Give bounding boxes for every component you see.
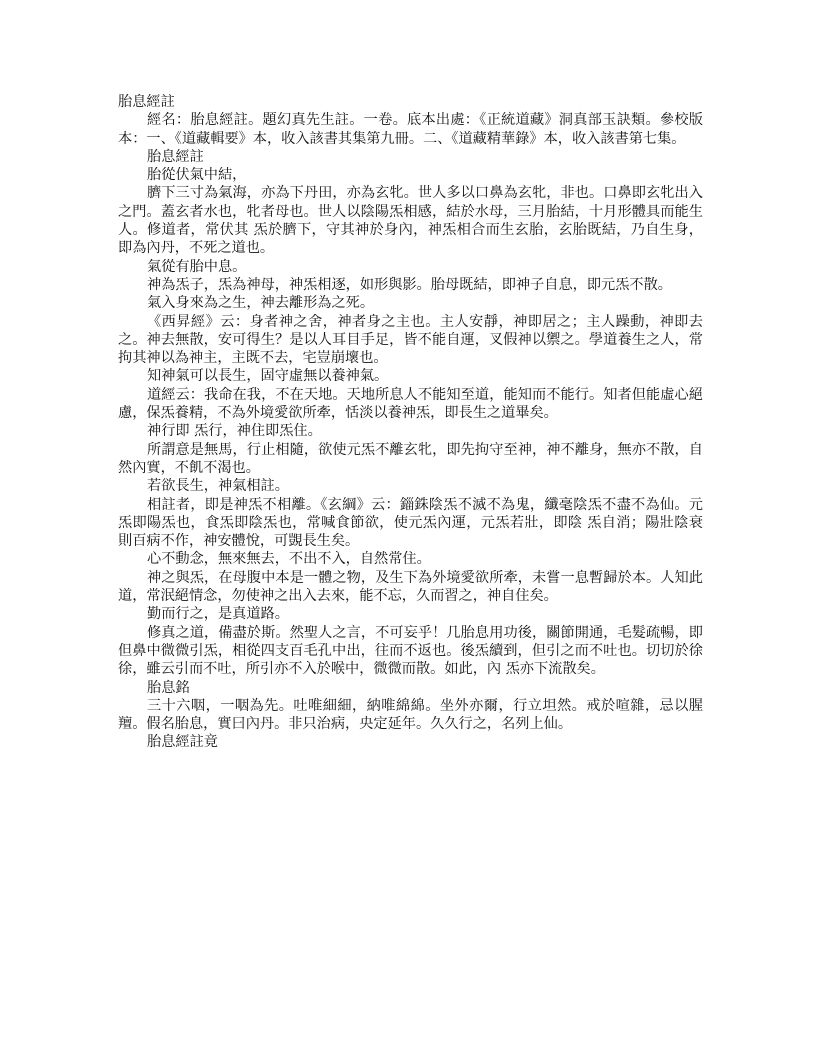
commentary-paragraph: 道經云：我命在我，不在天地。天地所息人不能知至道，能知而不能行。知者但能虛心絕慮，保炁養精，不為外境愛欲所牽，恬淡以養神炁，即長生之道畢矣。: [118, 386, 703, 422]
document-page: [118, 93, 703, 752]
scripture-line: 心不動念，無來無去，不出不入，自然常住。: [147, 551, 431, 568]
scripture-line: 知神氣可以長生，固守虛無以養神氣。: [147, 368, 389, 385]
section-heading-taixi-jing-zhu: 胎息經註: [147, 148, 204, 165]
commentary-paragraph: 所謂意是無馬，行止相隨，欲使元炁不離玄牝，即先拘守至神，神不離身，無亦不散，自然內實，不飢不渴也。: [118, 441, 703, 476]
section-heading-taixi-ming: 胎息銘: [147, 679, 190, 696]
commentary-paragraph: 神之與炁，在母腹中本是一體之物，及生下為外境愛欲所牽，未嘗一息暫歸於本。人知此道，常泯絕情念，勿使神之出入去來，能不忘，久而習之，神自住矣。: [118, 569, 703, 605]
document-title: 胎息經註: [118, 94, 175, 110]
commentary-paragraph: 神為炁子，炁為神母，神炁相逐，如形與影。胎母既結，即神子自息，即元炁不散。: [147, 276, 672, 293]
commentary-paragraph: 臍下三寸為氣海，亦為下丹田，亦為玄牝。世人多以口鼻為玄牝，非也。口鼻即玄牝出入之門。蓋玄者水也，牝者母也。世人以陰陽炁相感，結於水母，三月胎結，十月形體具而能生人。修道者，常伏其 炁於臍下，守其神於身內，神炁相合而生玄胎，玄胎既結，乃自生身，即為內丹，不死之道也。: [118, 185, 703, 257]
scripture-line: 氣從有胎中息。: [147, 258, 247, 275]
commentary-paragraph: 《西昇經》云：身者神之舍，神者身之主也。主人安靜，神即居之；主人躁動，神即去之。神去無散，安可得生？是以人耳目手足，皆不能自運，叉假神以禦之。學道養生之人，常拘其神以為神主，主既不去，宅豈崩壞也。: [118, 313, 703, 367]
paragraph-bibliographic-note: 經名：胎息經註。題幻真先生註。一卷。底本出處：《正統道藏》洞真部玉訣類。參校版本：一、《道藏輯要》本，收入該書其集第九冊。二、《道藏精華錄》本，收入該書第七集。: [118, 112, 703, 147]
scripture-line: 氣入身來為之生，神去離形為之死。: [147, 295, 375, 312]
commentary-paragraph: 相註者，即是神炁不相離。《玄綱》云：錙銖陰炁不滅不為鬼，纖毫陰炁不盡不為仙。元炁即陽炁也，食炁即陰炁也，常喊食節欲，使元炁內運，元炁若壯，即陰 炁自消；陽壯陰衰則百病不作，神安體悅，可覬長生矣。: [118, 496, 703, 550]
document-end-marker: 胎息經註竟: [147, 734, 218, 751]
scripture-line: 胎從伏氣中結，: [147, 167, 247, 184]
commentary-paragraph: 修真之道，備盡於斯。然聖人之言，不可妄乎！几胎息用功後，關節開通，毛髮疏暢，即但鼻中微微引炁，相從四支百毛孔中出，往而不返也。後炁續到，但引之而不吐也。切切於徐徐，雖云引而不吐，所引亦不入於喉中，微微而散。如此，內 炁亦下流散矣。: [118, 624, 703, 678]
scripture-line: 神行即 炁行，神住即炁住。: [147, 423, 322, 440]
scripture-line: 若欲長生，神氣相註。: [147, 478, 289, 495]
scripture-line: 勤而行之，是真道路。: [147, 606, 289, 623]
inscription-paragraph: 三十六咽，一咽為先。吐唯細細，納唯綿綿。坐外亦爾，行立坦然。戒於喧雜，忌以腥羶。假名胎息，實曰內丹。非只治病，央定延年。久久行之，名列上仙。: [118, 697, 703, 733]
